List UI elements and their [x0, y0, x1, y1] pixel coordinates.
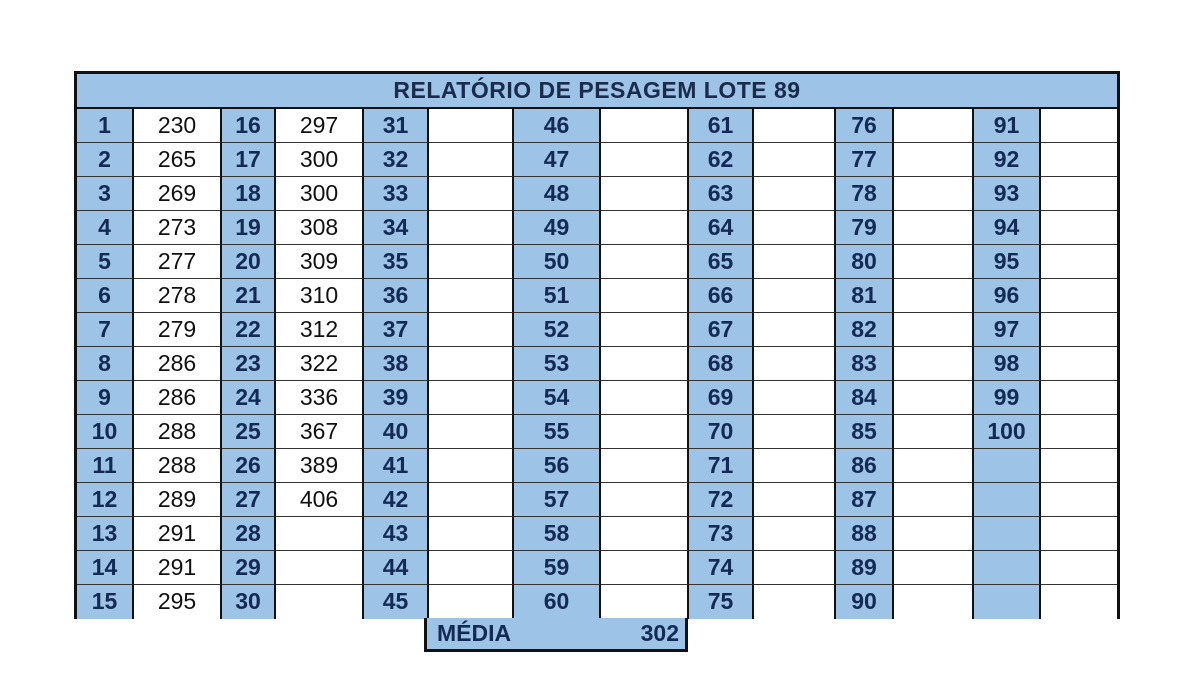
entry-weight — [601, 245, 689, 279]
entry-number: 35 — [364, 245, 429, 279]
entry-weight — [754, 347, 836, 381]
entry-number: 20 — [222, 245, 276, 279]
entry-number: 82 — [836, 313, 894, 347]
entry-number: 44 — [364, 551, 429, 585]
entry-weight: 265 — [134, 143, 222, 177]
entry-number: 63 — [689, 177, 754, 211]
entry-weight — [429, 449, 514, 483]
entry-number: 40 — [364, 415, 429, 449]
entry-weight — [1041, 483, 1117, 517]
entry-weight — [754, 551, 836, 585]
entry-weight — [1041, 211, 1117, 245]
entry-number: 7 — [77, 313, 134, 347]
entry-number: 47 — [514, 143, 601, 177]
entry-weight — [894, 483, 974, 517]
entry-weight — [276, 551, 364, 585]
entry-number: 65 — [689, 245, 754, 279]
entry-weight — [601, 483, 689, 517]
entry-weight: 367 — [276, 415, 364, 449]
entry-weight — [429, 381, 514, 415]
entry-weight: 289 — [134, 483, 222, 517]
entry-weight: 389 — [276, 449, 364, 483]
entry-number: 64 — [689, 211, 754, 245]
entry-number: 100 — [974, 415, 1041, 449]
entry-weight — [894, 143, 974, 177]
entry-number: 94 — [974, 211, 1041, 245]
entry-number: 99 — [974, 381, 1041, 415]
entry-number: 59 — [514, 551, 601, 585]
entry-number: 33 — [364, 177, 429, 211]
entry-number: 39 — [364, 381, 429, 415]
weighing-report-table — [74, 71, 1120, 619]
entry-number: 46 — [514, 109, 601, 143]
entry-number: 66 — [689, 279, 754, 313]
entry-weight — [601, 211, 689, 245]
entry-weight: 277 — [134, 245, 222, 279]
entry-number: 54 — [514, 381, 601, 415]
entry-weight: 310 — [276, 279, 364, 313]
entry-number: 11 — [77, 449, 134, 483]
entry-weight — [894, 313, 974, 347]
entry-number: 95 — [974, 245, 1041, 279]
entry-number: 6 — [77, 279, 134, 313]
entry-number: 27 — [222, 483, 276, 517]
entry-weight — [601, 585, 689, 619]
entry-number: 76 — [836, 109, 894, 143]
entry-weight — [754, 177, 836, 211]
entry-number: 38 — [364, 347, 429, 381]
entry-weight — [754, 109, 836, 143]
entry-weight — [1041, 415, 1117, 449]
entry-weight — [754, 279, 836, 313]
entry-weight — [754, 449, 836, 483]
entry-number: 87 — [836, 483, 894, 517]
entry-number: 91 — [974, 109, 1041, 143]
entry-number: 29 — [222, 551, 276, 585]
entry-number: 4 — [77, 211, 134, 245]
entry-weight — [754, 313, 836, 347]
entry-weight: 300 — [276, 143, 364, 177]
entry-weight — [429, 313, 514, 347]
entry-weight — [894, 551, 974, 585]
entry-number: 61 — [689, 109, 754, 143]
entry-number: 2 — [77, 143, 134, 177]
entry-weight — [1041, 313, 1117, 347]
entry-weight: 291 — [134, 551, 222, 585]
entry-weight — [276, 517, 364, 551]
entry-weight — [429, 279, 514, 313]
entry-weight — [601, 347, 689, 381]
entry-number: 67 — [689, 313, 754, 347]
entry-number: 25 — [222, 415, 276, 449]
entry-weight — [894, 177, 974, 211]
average-value: 302 — [640, 620, 679, 646]
entry-number: 36 — [364, 279, 429, 313]
entry-number: 69 — [689, 381, 754, 415]
entry-number: 10 — [77, 415, 134, 449]
entry-weight — [894, 211, 974, 245]
entry-number: 50 — [514, 245, 601, 279]
entry-weight — [601, 313, 689, 347]
entry-weight — [1041, 585, 1117, 619]
entry-weight — [1041, 245, 1117, 279]
entry-number: 32 — [364, 143, 429, 177]
entry-number — [974, 551, 1041, 585]
entry-number: 52 — [514, 313, 601, 347]
entry-weight — [429, 585, 514, 619]
entry-number: 45 — [364, 585, 429, 619]
entry-number: 75 — [689, 585, 754, 619]
entry-number: 93 — [974, 177, 1041, 211]
entry-weight — [601, 381, 689, 415]
entry-number: 9 — [77, 381, 134, 415]
entry-number: 15 — [77, 585, 134, 619]
entry-weight — [429, 517, 514, 551]
entry-weight — [601, 449, 689, 483]
entry-weight — [429, 177, 514, 211]
entry-weight — [1041, 347, 1117, 381]
entry-weight — [894, 245, 974, 279]
entry-weight: 286 — [134, 347, 222, 381]
entry-weight: 336 — [276, 381, 364, 415]
entry-weight — [429, 551, 514, 585]
report-title: RELATÓRIO DE PESAGEM LOTE 89 — [77, 74, 1117, 109]
entry-weight: 300 — [276, 177, 364, 211]
entry-number: 60 — [514, 585, 601, 619]
entry-number: 68 — [689, 347, 754, 381]
entry-number: 58 — [514, 517, 601, 551]
entry-weight — [754, 211, 836, 245]
entry-number: 16 — [222, 109, 276, 143]
entry-number: 77 — [836, 143, 894, 177]
entry-weight — [601, 109, 689, 143]
entry-weight — [1041, 143, 1117, 177]
entry-number: 49 — [514, 211, 601, 245]
entry-number: 92 — [974, 143, 1041, 177]
entry-weight: 278 — [134, 279, 222, 313]
entry-number: 13 — [77, 517, 134, 551]
entry-number: 31 — [364, 109, 429, 143]
entry-number: 56 — [514, 449, 601, 483]
entry-weight — [754, 415, 836, 449]
entry-number: 51 — [514, 279, 601, 313]
entry-number: 1 — [77, 109, 134, 143]
entry-number: 72 — [689, 483, 754, 517]
entry-weight — [429, 109, 514, 143]
entry-number: 37 — [364, 313, 429, 347]
entry-weight: 291 — [134, 517, 222, 551]
entry-number: 78 — [836, 177, 894, 211]
entry-number: 41 — [364, 449, 429, 483]
entry-number: 97 — [974, 313, 1041, 347]
entry-weight — [429, 347, 514, 381]
entry-number: 86 — [836, 449, 894, 483]
entry-weight: 286 — [134, 381, 222, 415]
entry-number: 12 — [77, 483, 134, 517]
entry-number: 89 — [836, 551, 894, 585]
entry-number: 17 — [222, 143, 276, 177]
entry-weight — [754, 245, 836, 279]
entry-number: 57 — [514, 483, 601, 517]
entry-weight — [1041, 551, 1117, 585]
entry-number: 53 — [514, 347, 601, 381]
entry-number — [974, 483, 1041, 517]
entry-weight — [1041, 449, 1117, 483]
average-label: MÉDIA — [437, 620, 512, 646]
entry-number: 83 — [836, 347, 894, 381]
entry-number — [974, 449, 1041, 483]
entry-weight — [601, 143, 689, 177]
entry-weight: 295 — [134, 585, 222, 619]
entry-weight: 279 — [134, 313, 222, 347]
entry-weight — [429, 415, 514, 449]
entry-weight: 308 — [276, 211, 364, 245]
entry-number: 62 — [689, 143, 754, 177]
entry-number: 48 — [514, 177, 601, 211]
entry-number: 34 — [364, 211, 429, 245]
entry-weight — [754, 585, 836, 619]
entry-weight: 322 — [276, 347, 364, 381]
entry-number: 90 — [836, 585, 894, 619]
entry-weight — [894, 415, 974, 449]
entry-weight: 297 — [276, 109, 364, 143]
entry-weight: 309 — [276, 245, 364, 279]
entry-weight — [429, 143, 514, 177]
entry-weight: 406 — [276, 483, 364, 517]
entry-weight — [276, 585, 364, 619]
entry-weight — [601, 177, 689, 211]
entry-weight — [1041, 381, 1117, 415]
entry-weight — [894, 517, 974, 551]
entry-weight: 288 — [134, 449, 222, 483]
entry-number: 55 — [514, 415, 601, 449]
average-box — [424, 618, 688, 652]
entry-weight — [601, 517, 689, 551]
entry-number: 24 — [222, 381, 276, 415]
entry-number: 96 — [974, 279, 1041, 313]
entry-number: 80 — [836, 245, 894, 279]
entry-number: 42 — [364, 483, 429, 517]
entry-weight — [894, 585, 974, 619]
entry-weight — [754, 483, 836, 517]
entry-number: 26 — [222, 449, 276, 483]
entry-weight — [1041, 177, 1117, 211]
entry-weight — [1041, 517, 1117, 551]
entry-weight — [429, 483, 514, 517]
entry-weight — [1041, 109, 1117, 143]
entry-number: 14 — [77, 551, 134, 585]
entry-number: 71 — [689, 449, 754, 483]
entry-number: 88 — [836, 517, 894, 551]
entry-number: 21 — [222, 279, 276, 313]
entry-number: 81 — [836, 279, 894, 313]
entry-weight — [894, 347, 974, 381]
entry-number: 28 — [222, 517, 276, 551]
entry-weight — [429, 245, 514, 279]
entry-weight — [601, 415, 689, 449]
entry-number: 8 — [77, 347, 134, 381]
entry-number: 22 — [222, 313, 276, 347]
entry-number: 30 — [222, 585, 276, 619]
entry-weight: 312 — [276, 313, 364, 347]
entry-weight — [1041, 279, 1117, 313]
entry-number: 74 — [689, 551, 754, 585]
entry-number: 43 — [364, 517, 429, 551]
entry-number: 79 — [836, 211, 894, 245]
entry-weight: 288 — [134, 415, 222, 449]
entry-number — [974, 585, 1041, 619]
entry-weight — [429, 211, 514, 245]
entry-weight: 230 — [134, 109, 222, 143]
entry-number: 23 — [222, 347, 276, 381]
entry-weight — [894, 449, 974, 483]
entry-weight — [754, 517, 836, 551]
entry-number: 5 — [77, 245, 134, 279]
entry-weight — [754, 143, 836, 177]
entry-number: 73 — [689, 517, 754, 551]
entry-number — [974, 517, 1041, 551]
entry-weight — [754, 381, 836, 415]
entry-number: 85 — [836, 415, 894, 449]
entry-number: 98 — [974, 347, 1041, 381]
entry-weight — [601, 279, 689, 313]
entry-weight — [894, 381, 974, 415]
entry-number: 3 — [77, 177, 134, 211]
entry-number: 70 — [689, 415, 754, 449]
entry-weight — [894, 109, 974, 143]
entry-number: 18 — [222, 177, 276, 211]
entry-weight: 273 — [134, 211, 222, 245]
entry-weight — [601, 551, 689, 585]
entry-weight — [894, 279, 974, 313]
entry-weight: 269 — [134, 177, 222, 211]
entry-number: 84 — [836, 381, 894, 415]
entry-number: 19 — [222, 211, 276, 245]
